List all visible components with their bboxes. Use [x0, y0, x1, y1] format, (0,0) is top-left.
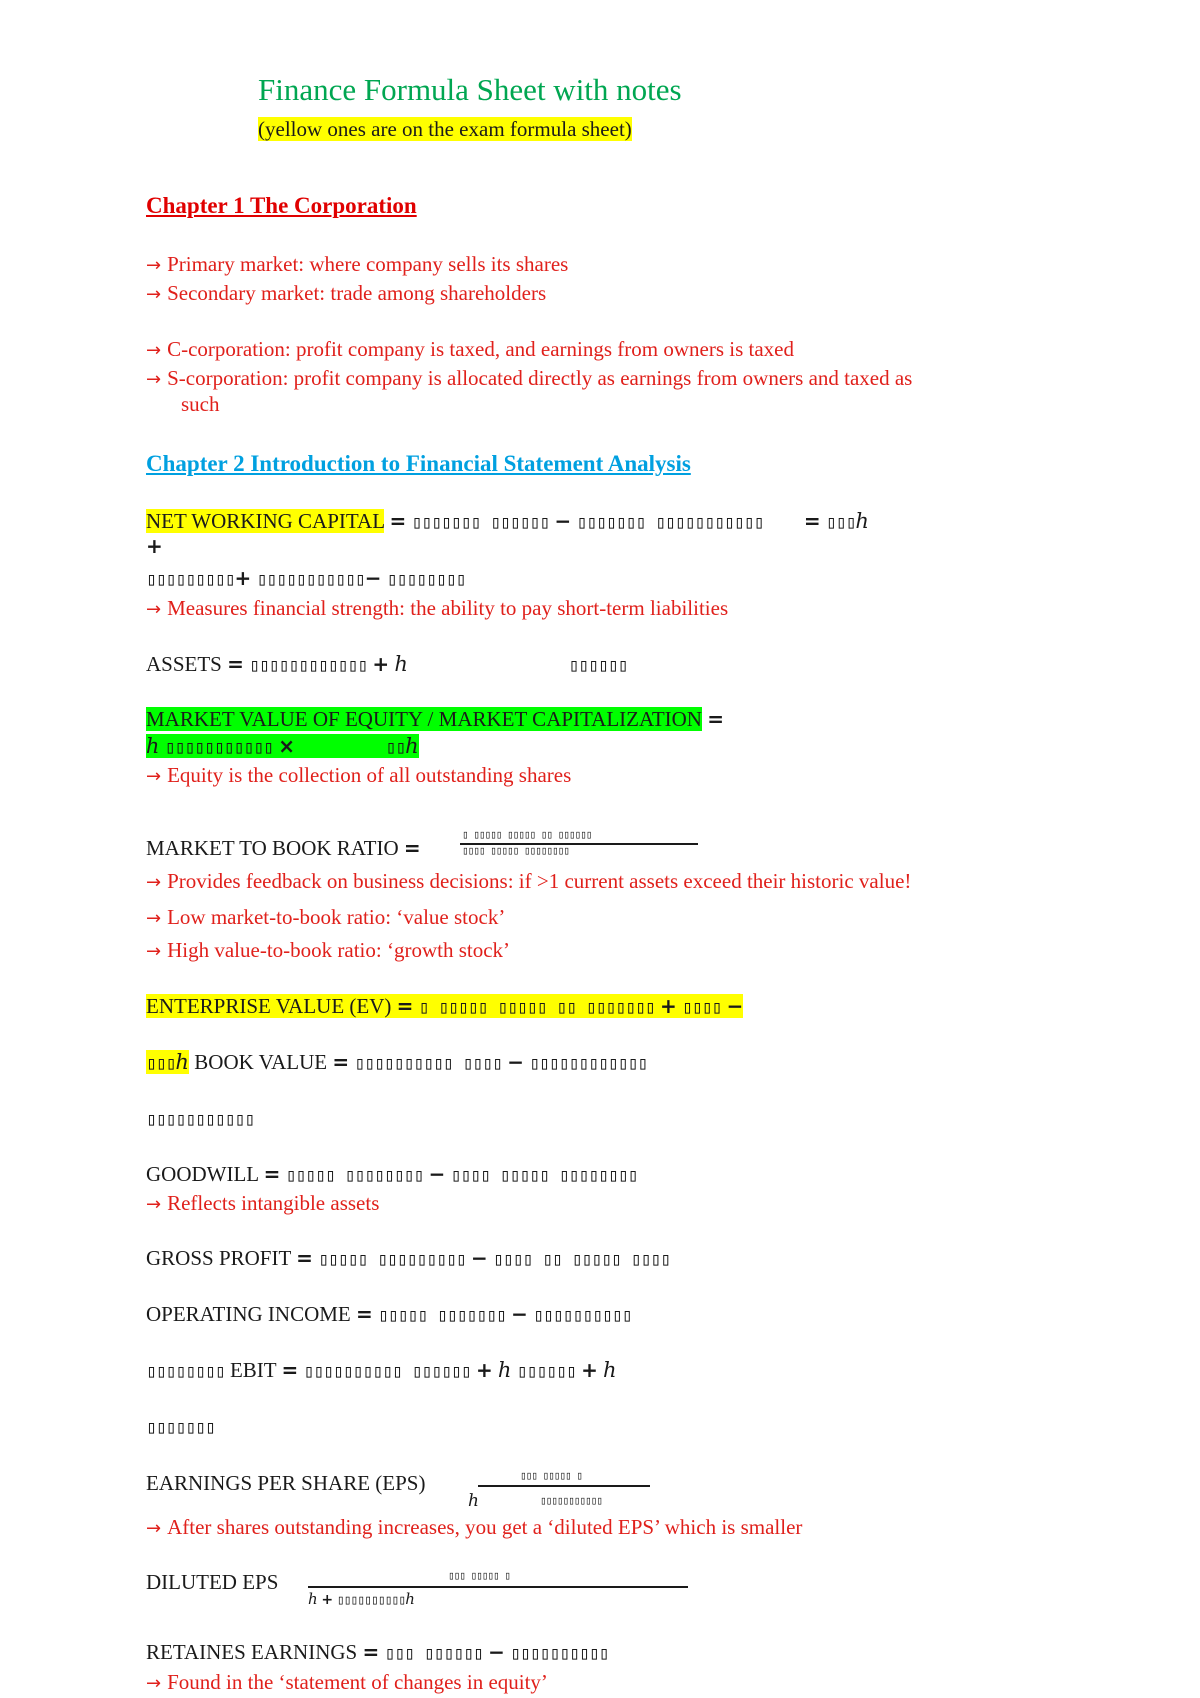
page-title: Finance Formula Sheet with notes: [258, 72, 682, 107]
gross-profit-formula: [146, 1246, 670, 1271]
formula-glyphs: ▯▯▯▯▯▯▯: [146, 1417, 215, 1438]
formula-glyphs: ▯▯▯▯▯▯▯▯: [386, 569, 466, 590]
arrow-icon: →: [146, 599, 162, 620]
h-symbol: ℎ: [405, 1592, 415, 1608]
note-text: Provides feedback on business decisions: if >1 current assets exceed their historic value!: [167, 869, 912, 893]
ebit-formula-cont: [146, 1414, 215, 1439]
arrow-icon: →: [146, 1673, 162, 1694]
h-symbol: ℎ: [308, 1592, 318, 1608]
minus-sign: −: [471, 1246, 488, 1270]
goodwill-note: [146, 1191, 379, 1216]
plus-sign: +: [234, 566, 252, 590]
eps-note: [146, 1515, 802, 1540]
note-text: Secondary market: trade among shareholders: [167, 281, 547, 305]
ch1-note-s-corporation: [146, 366, 912, 391]
equals-sign: =: [403, 836, 421, 860]
minus-sign: −: [364, 566, 382, 590]
book-value-formula: [146, 1050, 647, 1075]
formula-glyphs: ▯▯▯▯▯ ▯▯▯▯▯▯▯▯: [285, 1165, 424, 1186]
equals-sign: =: [396, 994, 414, 1018]
formula-glyphs: ▯▯▯▯ ▯▯ ▯▯▯▯▯ ▯▯▯▯: [493, 1249, 671, 1270]
times-sign: ×: [278, 734, 296, 758]
note-text: Measures financial strength: the ability to pay short-term liabilities: [167, 596, 729, 620]
formula-glyphs: ▯ ▯▯▯▯▯ ▯▯▯▯▯ ▯▯ ▯▯▯▯▯▯▯: [418, 997, 655, 1018]
formula-glyphs: ▯▯▯▯ ▯▯▯▯▯ ▯▯▯▯▯▯▯▯: [450, 1165, 638, 1186]
market-value-formula-line-1: [146, 707, 724, 732]
eps-label-line: [146, 1471, 425, 1496]
equals-sign: =: [707, 707, 724, 731]
diluted-eps-label-line: [146, 1570, 278, 1595]
diluted-eps-numerator: ▯▯▯ ▯▯▯▯▯ ▯: [448, 1569, 510, 1582]
equals-sign: =: [263, 1162, 281, 1186]
note-text: Low market-to-book ratio: ‘value stock’: [167, 905, 506, 929]
nwc-formula-line-1: [146, 509, 869, 534]
ev-highlight-cont: [146, 1050, 189, 1074]
formula-glyphs: ▯▯▯▯: [682, 997, 722, 1018]
ch1-note-s-corporation-cont: such: [181, 392, 220, 416]
book-value-formula-cont: [146, 1106, 254, 1131]
assets-formula: [146, 652, 628, 677]
note-text: C-corporation: profit company is taxed, and earnings from owners is taxed: [167, 337, 795, 361]
h-symbol: ℎ: [146, 734, 160, 758]
formula-glyphs: ▯▯▯▯▯▯▯▯▯▯: [336, 1593, 406, 1608]
ev-formula: [146, 994, 743, 1019]
h-symbol: ℎ: [855, 509, 869, 533]
equals-sign: =: [362, 1640, 380, 1664]
retained-earnings-formula: [146, 1640, 609, 1665]
minus-sign: −: [428, 1162, 446, 1186]
formula-glyphs: ▯▯▯▯▯▯▯▯▯▯: [510, 1643, 609, 1664]
formula-glyphs: ▯▯▯: [146, 1053, 176, 1074]
eps-fraction-bar: [478, 1485, 650, 1487]
arrow-icon: →: [146, 1518, 162, 1539]
note-text: Reflects intangible assets: [167, 1191, 380, 1215]
minus-sign: −: [511, 1302, 528, 1326]
diluted-eps-fraction-bar: [308, 1586, 688, 1588]
formula-glyphs: ▯▯▯▯▯▯▯ ▯▯▯▯▯▯▯▯▯▯▯: [576, 512, 764, 533]
eps-h-symbol: ℎ: [468, 1491, 479, 1510]
mtb-note-3: [146, 938, 510, 963]
formula-glyphs: ▯▯▯▯▯▯▯▯: [146, 1361, 225, 1382]
h-symbol: ℎ: [394, 652, 408, 676]
diluted-eps-label: DILUTED EPS: [146, 1570, 279, 1594]
formula-glyphs: ▯▯: [385, 737, 406, 758]
mtb-denominator: ▯▯▯▯ ▯▯▯▯▯ ▯▯▯▯▯▯▯▯: [462, 844, 569, 857]
equals-sign: =: [389, 509, 407, 533]
arrow-icon: →: [146, 872, 162, 893]
operating-income-formula: [146, 1302, 632, 1327]
note-text: High value-to-book ratio: ‘growth stock’: [167, 938, 511, 962]
arrow-icon: →: [146, 340, 162, 361]
arrow-icon: →: [146, 284, 162, 305]
subtitle-highlight: (yellow ones are on the exam formula sheet): [258, 117, 632, 141]
h-symbol: ℎ: [498, 1358, 512, 1382]
page-subtitle: [258, 117, 632, 142]
formula-glyphs: ▯▯▯ ▯▯▯▯▯▯: [384, 1643, 483, 1664]
formula-glyphs: ▯▯▯▯▯▯▯▯▯▯: [533, 1305, 632, 1326]
eps-denominator: ▯▯▯▯▯▯▯▯▯▯▯: [540, 1494, 602, 1507]
retained-earnings-label: RETAINES EARNINGS: [146, 1640, 358, 1664]
formula-glyphs: ▯▯▯▯▯▯▯▯▯▯▯: [164, 737, 273, 758]
formula-glyphs: ▯▯▯▯▯▯: [516, 1361, 576, 1382]
market-value-label: MARKET VALUE OF EQUITY / MARKET CAPITALIZATION: [146, 707, 702, 731]
nwc-note: [146, 596, 728, 621]
ch1-note-primary-market: [146, 252, 568, 277]
nwc-label: NET WORKING CAPITAL: [146, 509, 385, 533]
goodwill-label: GOODWILL: [146, 1162, 259, 1186]
retained-earnings-note: [146, 1670, 548, 1695]
arrow-icon: →: [146, 766, 162, 787]
formula-glyphs: ▯▯▯▯▯▯▯▯▯▯▯▯: [529, 1053, 648, 1074]
minus-sign: −: [554, 509, 572, 533]
gross-profit-label: GROSS PROFIT: [146, 1246, 291, 1270]
market-value-formula-line-2: [146, 734, 419, 759]
arrow-icon: →: [146, 255, 162, 276]
mtb-label-line: [146, 836, 421, 861]
formula-glyphs: ▯▯▯▯▯▯▯▯▯▯ ▯▯▯▯: [354, 1053, 502, 1074]
eps-label: EARNINGS PER SHARE (EPS): [146, 1471, 426, 1495]
nwc-formula-line-3: [146, 566, 466, 591]
plus-sign: +: [581, 1358, 598, 1382]
arrow-icon: →: [146, 941, 162, 962]
equals-sign: =: [281, 1358, 299, 1382]
equals-sign: =: [227, 652, 244, 676]
mtb-label: MARKET TO BOOK RATIO: [146, 836, 399, 860]
plus-sign: +: [372, 652, 390, 676]
operating-income-label: OPERATING INCOME: [146, 1302, 351, 1326]
minus-sign: −: [726, 994, 744, 1018]
mtb-note-1: [146, 869, 911, 894]
nwc-plus-line: +: [146, 534, 163, 558]
ch1-note-c-corporation: [146, 337, 794, 362]
market-value-note: [146, 763, 571, 788]
formula-glyphs: ▯▯▯▯▯▯▯▯▯▯▯: [256, 569, 365, 590]
note-text: S-corporation: profit company is allocated directly as earnings from owners and taxed as: [167, 366, 913, 390]
ch1-note-secondary-market: [146, 281, 546, 306]
formula-glyphs: ▯▯▯▯▯ ▯▯▯▯▯▯▯: [378, 1305, 506, 1326]
formula-glyphs: ▯▯▯▯▯▯▯▯▯▯▯▯: [249, 655, 368, 676]
h-symbol: ℎ: [175, 1050, 190, 1074]
equals-sign: =: [803, 509, 821, 533]
mtb-note-2: [146, 905, 505, 930]
equals-sign: =: [356, 1302, 373, 1326]
ev-highlight: [146, 994, 743, 1018]
formula-glyphs: ▯▯▯▯▯ ▯▯▯▯▯▯▯▯▯: [318, 1249, 466, 1270]
plus-sign: +: [475, 1358, 493, 1382]
book-value-label: BOOK VALUE: [194, 1050, 328, 1074]
ebit-formula: [146, 1358, 617, 1383]
h-symbol: ℎ: [405, 734, 419, 758]
mtb-numerator: ▯ ▯▯▯▯▯ ▯▯▯▯▯ ▯▯ ▯▯▯▯▯▯: [462, 828, 592, 841]
note-text: Primary market: where company sells its shares: [167, 252, 569, 276]
ev-label: ENTERPRISE VALUE (EV): [146, 994, 392, 1018]
equals-sign: =: [296, 1246, 313, 1270]
arrow-icon: →: [146, 908, 162, 929]
arrow-icon: →: [146, 1194, 162, 1215]
formula-glyphs: ▯▯▯▯▯▯▯ ▯▯▯▯▯▯: [411, 512, 550, 533]
note-text: After shares outstanding increases, you get a ‘diluted EPS’ which is smaller: [167, 1515, 803, 1539]
minus-sign: −: [507, 1050, 524, 1074]
goodwill-formula: [146, 1162, 638, 1187]
plus-sign: +: [321, 1592, 334, 1608]
note-text: Found in the ‘statement of changes in equity’: [167, 1670, 548, 1694]
formula-glyphs: ▯▯▯▯▯▯▯▯▯▯ ▯▯▯▯▯▯: [303, 1361, 471, 1382]
formula-glyphs: ▯▯▯▯▯▯▯▯▯: [146, 569, 235, 590]
equals-sign: =: [332, 1050, 350, 1074]
arrow-icon: →: [146, 369, 162, 390]
eps-numerator: ▯▯▯ ▯▯▯▯▯ ▯: [520, 1469, 582, 1482]
chapter-1-heading: Chapter 1 The Corporation: [146, 193, 417, 218]
plus-sign: +: [660, 994, 677, 1018]
formula-glyphs: ▯▯▯: [825, 512, 856, 533]
formula-glyphs: ▯▯▯▯▯▯▯▯▯▯▯: [146, 1109, 255, 1130]
diluted-eps-denominator-line: [308, 1590, 415, 1609]
ebit-label: EBIT: [229, 1358, 277, 1382]
chapter-2-heading: Chapter 2 Introduction to Financial Statement Analysis: [146, 451, 691, 476]
market-value-highlight: [146, 734, 419, 758]
note-text: Equity is the collection of all outstanding shares: [167, 763, 572, 787]
h-symbol: ℎ: [603, 1358, 617, 1382]
assets-label: ASSETS: [146, 652, 222, 676]
formula-glyphs: ▯▯▯▯▯▯: [568, 655, 628, 676]
minus-sign: −: [488, 1640, 505, 1664]
